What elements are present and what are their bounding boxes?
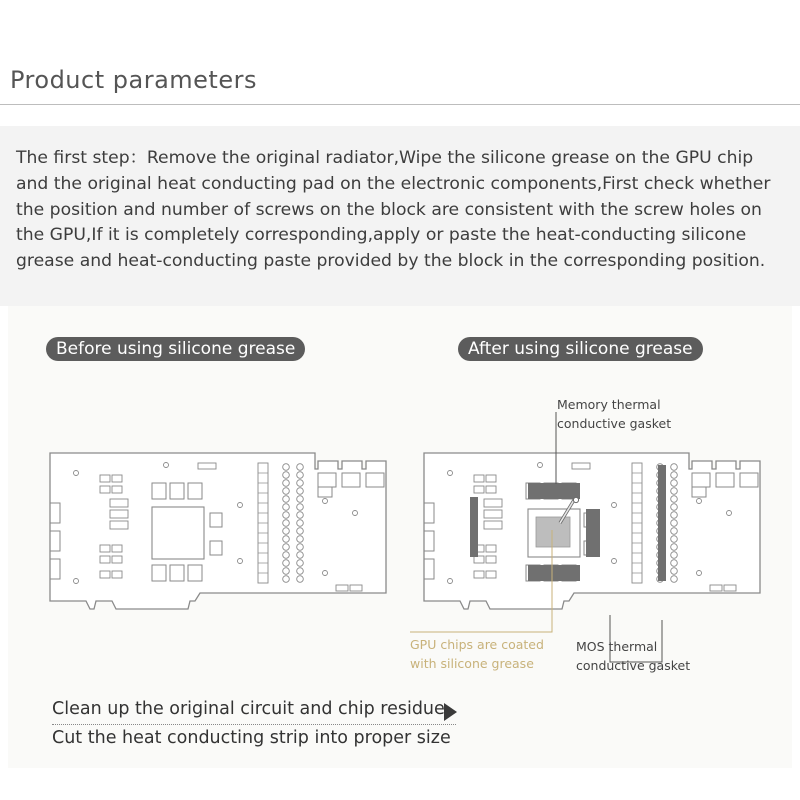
instruction-cut: Cut the heat conducting strip into proper size — [52, 728, 451, 748]
mos-annotation-line1: MOS thermal — [576, 639, 658, 654]
memory-pad-bottom — [528, 565, 580, 581]
mos-pad — [658, 465, 666, 581]
memory-pad-top — [528, 483, 580, 499]
gpu-annotation-line1: GPU chips are coated — [410, 637, 544, 652]
memory-annotation-line2: conductive gasket — [557, 416, 672, 431]
memory-pad-side — [586, 509, 600, 557]
after-board — [424, 453, 760, 609]
gpu-chip-outline — [152, 507, 204, 559]
step-description: The first step：Remove the original radiator,Wipe the silicone grease on the GPU chip and the original heat conducting pad on the electronic components,First check whether the position and number of screws on the block are consistent with the screw holes on the GPU,If it is completely corresponding,apply or paste the heat-conducting silicone grease and heat-conducting paste provided by the block in the corresponding position. — [16, 148, 771, 272]
triangle-right-icon — [444, 703, 457, 721]
mos-annotation-line2: conductive gasket — [576, 658, 691, 673]
memory-annotation-line1: Memory thermal — [557, 397, 661, 412]
left-pad — [470, 497, 478, 557]
before-label: Before using silicone grease — [46, 337, 305, 361]
gpu-annotation-line2: with silicone grease — [410, 656, 534, 671]
gpu-grease — [536, 517, 570, 547]
page-title: Product parameters — [10, 66, 257, 94]
mos-annotation — [576, 637, 690, 675]
memory-annotation — [557, 395, 671, 433]
gpu-annotation — [410, 635, 544, 673]
after-label: After using silicone grease — [458, 337, 703, 361]
instruction-divider — [52, 724, 456, 725]
instruction-clean: Clean up the original circuit and chip residue — [52, 699, 445, 719]
before-board — [50, 453, 386, 609]
